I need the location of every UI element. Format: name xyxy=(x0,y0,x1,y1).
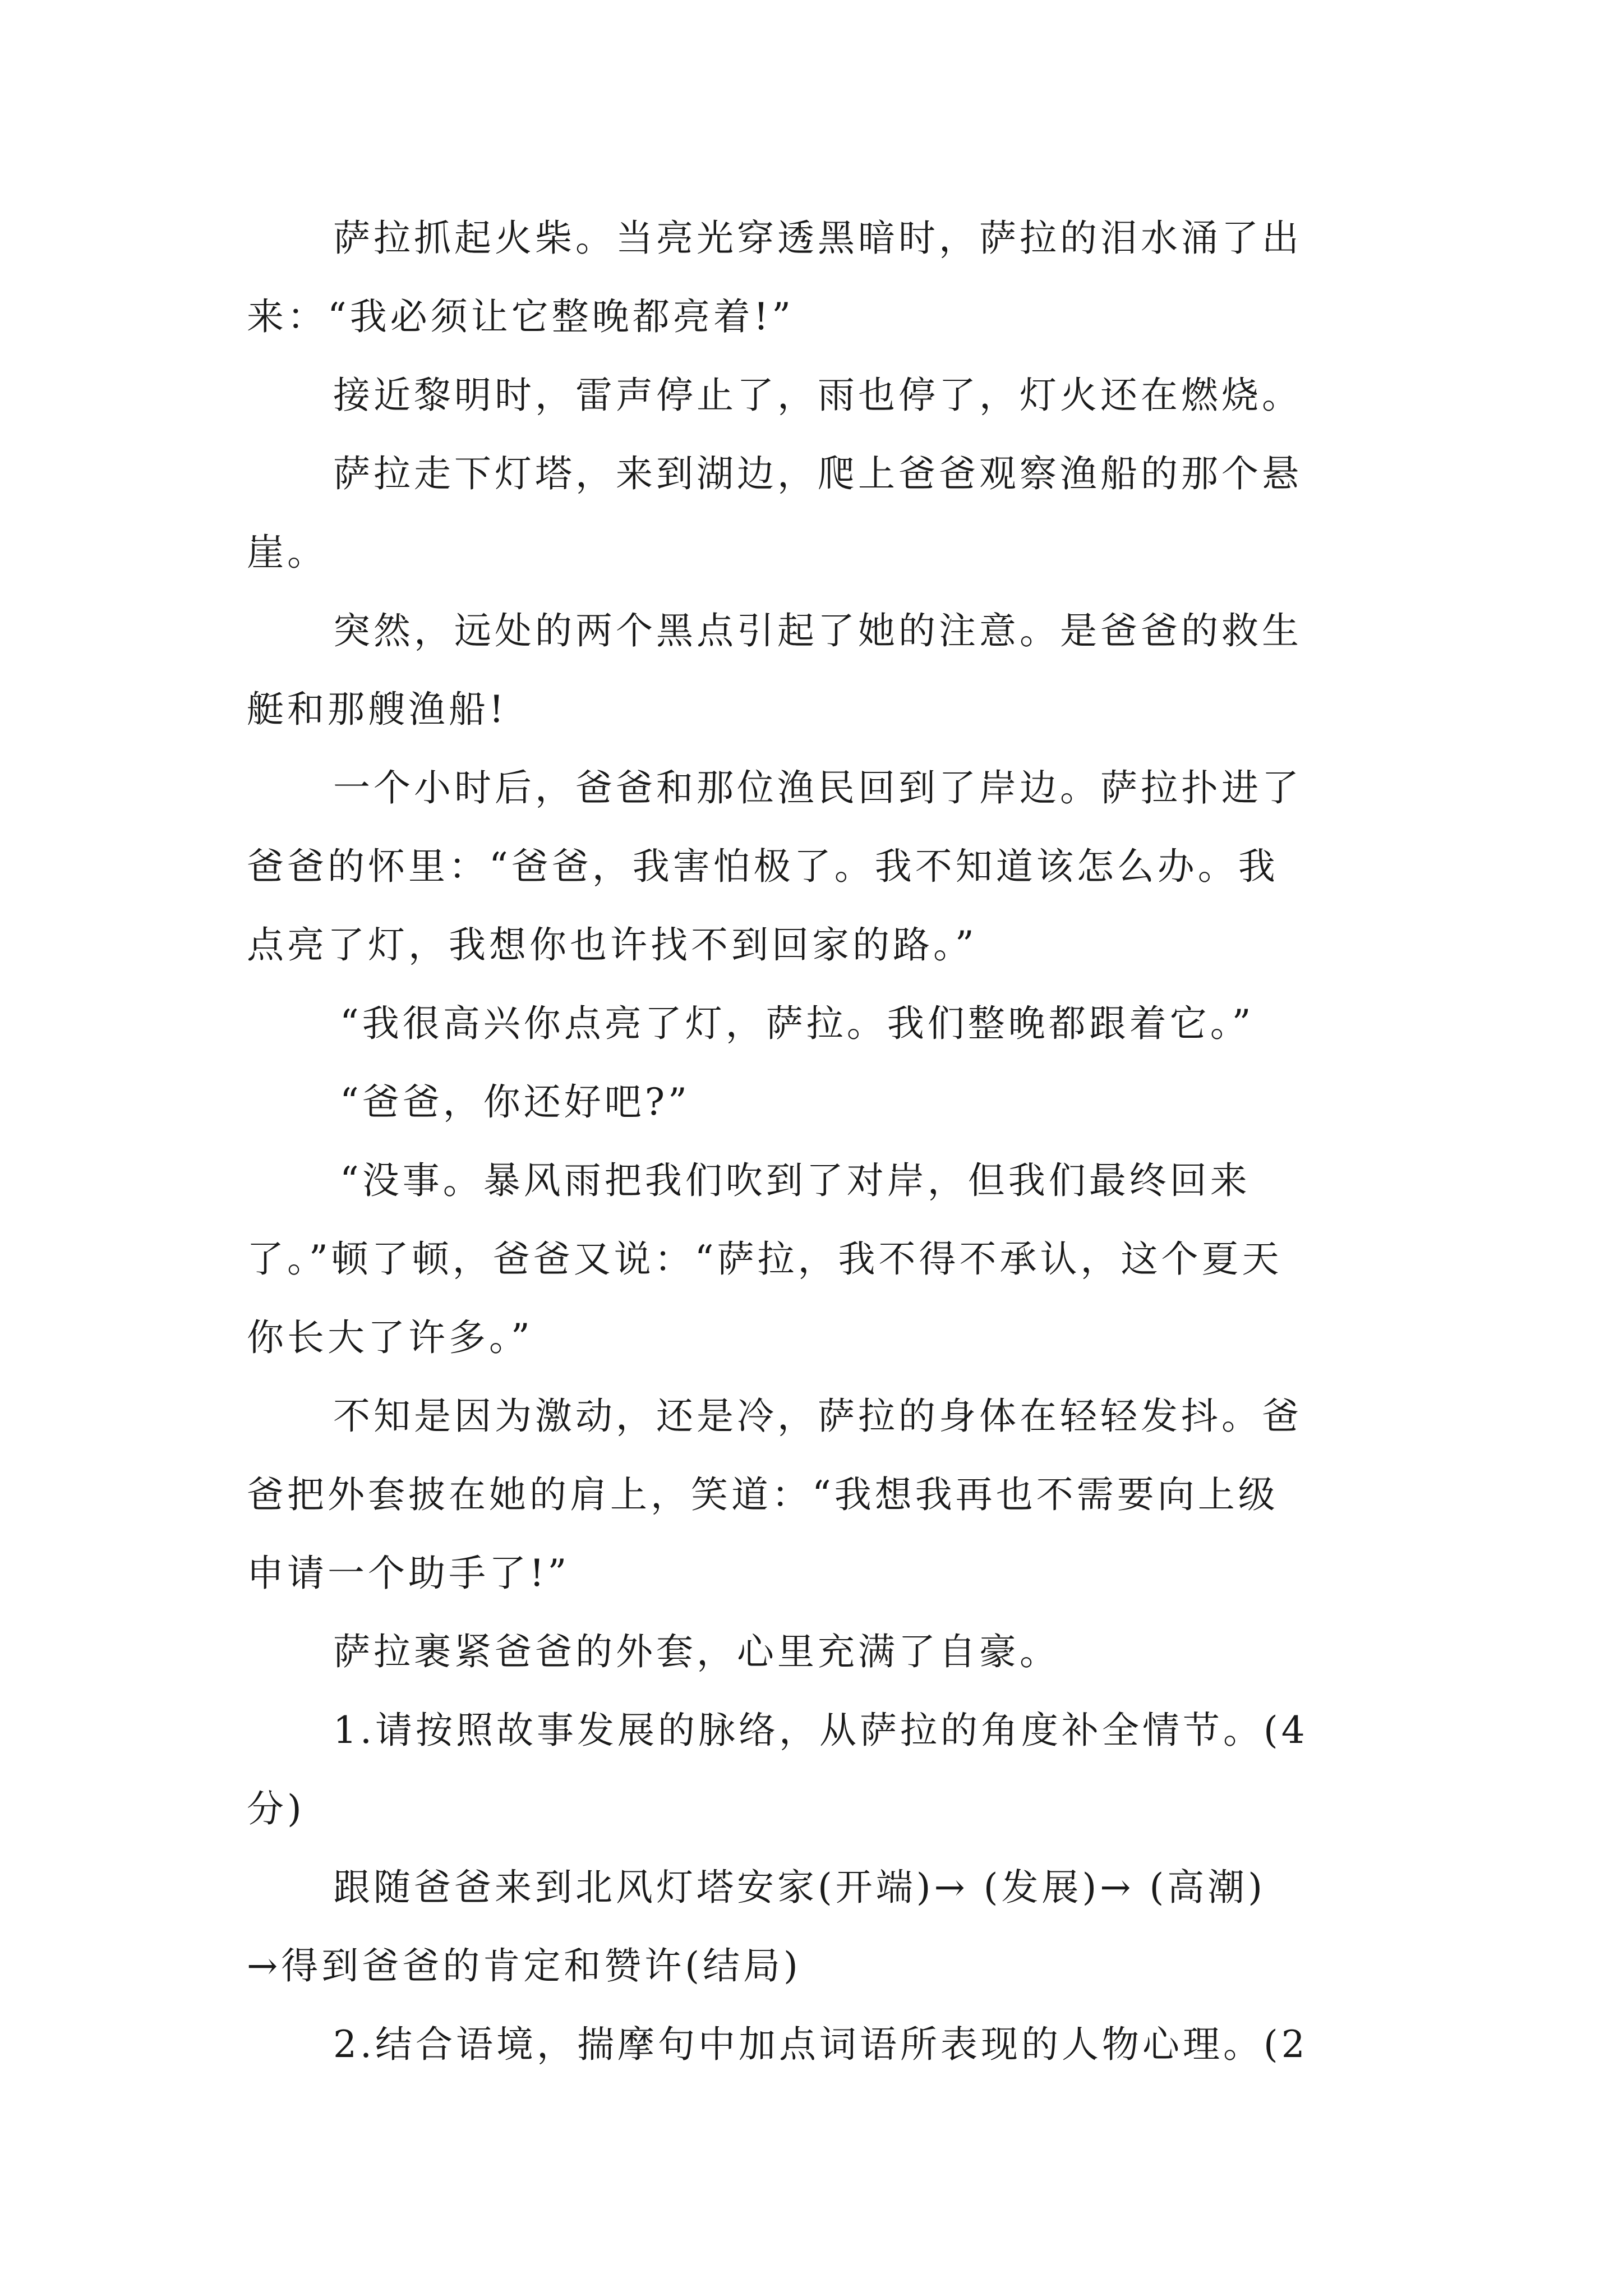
question-line: 分) xyxy=(247,1787,305,1830)
paragraph-line: 突然，远处的两个黑点引起了她的注意。是爸爸的救生 xyxy=(333,609,1302,652)
paragraph-line: 爸把外套披在她的肩上，笑道：“我想我再也不需要向上级 xyxy=(247,1473,1279,1516)
paragraph-line: “爸爸，你还好吧?” xyxy=(340,1080,690,1124)
paragraph-line: 不知是因为激动，还是冷，萨拉的身体在轻轻发抖。爸 xyxy=(333,1395,1302,1438)
paragraph-line: 一个小时后，爸爸和那位渔民回到了岸边。萨拉扑进了 xyxy=(333,766,1302,809)
paragraph-line: 萨拉抓起火柴。当亮光穿透黑暗时，萨拉的泪水涌了出 xyxy=(333,217,1302,260)
paragraph-line: 崖。 xyxy=(247,531,328,574)
paragraph-line: 艇和那艘渔船! xyxy=(247,688,508,731)
paragraph-line: 你长大了许多。” xyxy=(247,1316,533,1359)
paragraph-line: 来：“我必须让它整晚都亮着!” xyxy=(247,295,795,338)
question-line: 1.请按照故事发展的脉络，从萨拉的角度补全情节。(4 xyxy=(333,1709,1308,1752)
question-line: →得到爸爸的肯定和赞许(结局) xyxy=(247,1944,801,1987)
paragraph-line: 萨拉裹紧爸爸的外套，心里充满了自豪。 xyxy=(333,1630,1060,1673)
paragraph-line: 接近黎明时，雷声停止了，雨也停了，灯火还在燃烧。 xyxy=(333,374,1302,417)
paragraph-line: 萨拉走下灯塔，来到湖边，爬上爸爸观察渔船的那个悬 xyxy=(333,452,1302,495)
paragraph-line: 爸爸的怀里：“爸爸，我害怕极了。我不知道该怎么办。我 xyxy=(247,845,1279,888)
paragraph-line: “没事。暴风雨把我们吹到了对岸，但我们最终回来 xyxy=(340,1159,1251,1202)
question-line: 2.结合语境，揣摩句中加点词语所表现的人物心理。(2 xyxy=(333,2023,1308,2066)
paragraph-line: 了。”顿了顿，爸爸又说：“萨拉，我不得不承认，这个夏天 xyxy=(247,1237,1283,1281)
paragraph-line: “我很高兴你点亮了灯，萨拉。我们整晚都跟着它。” xyxy=(340,1002,1255,1045)
paragraph-line: 申请一个助手了!” xyxy=(247,1552,570,1595)
paragraph-line: 点亮了灯，我想你也许找不到回家的路。” xyxy=(247,923,978,967)
question-line: 跟随爸爸来到北风灯塔安家(开端)→ (发展)→ (高潮) xyxy=(333,1866,1266,1909)
